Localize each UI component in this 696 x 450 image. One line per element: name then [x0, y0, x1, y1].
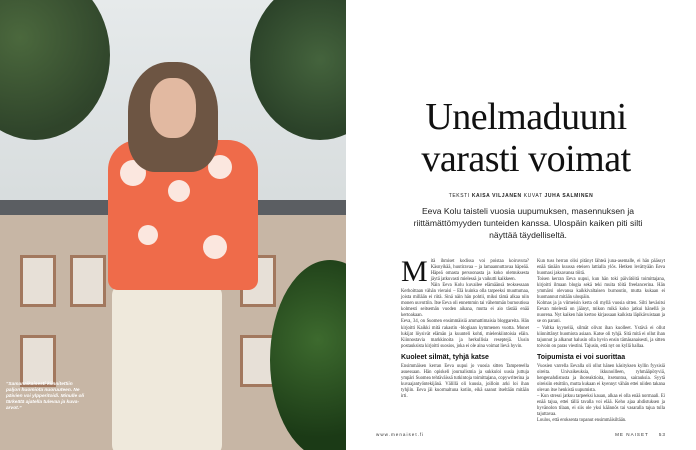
section-subheading: Kuoleet silmät, tyhjä katse: [401, 353, 489, 361]
footer-folio: [615, 432, 666, 437]
magazine-name: ME NAISET: [615, 432, 649, 437]
credits-photo-author: JUHA SALMINEN: [544, 193, 594, 199]
headline-line: Unelmaduuni: [425, 96, 627, 138]
credits-text-author: KAISA VILJANEN: [471, 193, 522, 199]
credits-text-label: TEKSTI: [448, 193, 470, 199]
photo-window: [20, 255, 56, 307]
section-subheading: Toipumista ei voi suorittaa: [537, 353, 626, 361]
article-column-1: [401, 255, 529, 400]
shirt-pattern-flower: [168, 180, 190, 202]
photo-window: [70, 255, 106, 307]
article-headline: [406, 96, 646, 180]
photo-person-trousers: [112, 285, 222, 450]
page-number: 53: [658, 432, 666, 437]
body-paragraph: Kolmas ja ja viimeisin kerta oli myllä vuosia sitten. Silti heväsitsi Eevan mielestä on jäänyt, mikon mikä koko jatkui hänellä jo nuorena. Nyt kaiken hän kertoo kirjassaan kaikista läpikävuistaan ja se on parani.: [537, 301, 665, 325]
shirt-pattern-flower: [138, 225, 158, 245]
body-paragraph: – Valtka kyyneliä, silmät olivat ihan kuolleet. Ystävä ei ollut kiinnittänyt huomiota asiaan. Katse oli tyhjä. Sitä mitä ei ollut ihan tajunnut ja alkanut halusin olla hyvin ensin tämäsanaisesti, ja sitten toivoin on paras viestini. Tajusin, että nyt on kyllä hallaa.: [537, 325, 665, 349]
article-page: [346, 0, 696, 450]
headline-line: varasti voimat: [421, 138, 631, 180]
article-column-2: [537, 259, 665, 424]
drop-cap: M: [401, 255, 428, 288]
footer-website: www.menaiset.fi: [376, 432, 425, 437]
body-paragraph: Vuosien varrella Eevalla oli ollut hänen käsityksen kyllin fyysisiä oireita. Univaikeuksia, ikkunoilleen, ryhmääpötyviä, hengenahdistusta ja ihoreaktioita, itsetuntoa, sairauksia. Syytä oireisiin etsittiin, mutta kukaan ei kyennyt vähän ettei niiden takana olevan itse henkistä uupumista.: [537, 363, 665, 393]
body-paragraph: Näin Eeva Kolu kuvailee elämäänsä teoksessaan Kerhoittaan vähän vieraisi – Elä kuinka olla tarpeeksi muuttumaa, joista millään ei riitä. Sinä näin hän pohtii, miksi tämä alkaa niin monen uuvuttiin. Itse Eeva oli ennemmin tai vähemmän burnoutissa kolmesti seitsemän vuoden aikana, mutta ei aio tästää enää kertoakaan.: [401, 283, 529, 319]
portrait-photo: [0, 0, 346, 450]
photo-caption: “Samanaikaisesti kiinnitettiin paljon huomiota nuoruuteen. Ne päivien voi ylpperitoidi. Minulle oli tärkeätä ajatella tulevaa ja kuva-arvot.”: [6, 382, 85, 411]
photo-window: [20, 335, 56, 387]
credits-photo-label: KUVAT: [523, 193, 543, 199]
body-paragraph: Ensimmäisen kerran Eeva uupui jo vuosia sitten Tampereella asuessaan. Hän opiskeli journalismia ja sukkuloi uusia juttuja ympäri Suomea tehtäväissä tutkintoja toimittajana, copywriterina ja kuvaajantyöntekijänä. Välillä oli kuusia, joilloin arki loi ihan tyhjiin. Eeva jäi kuormaltuna kotiin, eikä saanut itseltään mitään irti.: [401, 363, 529, 399]
body-paragraph: Toisen kerran Eeva uupui, kun hän toki päivätöitä toimittajana, kirjoitti ilmaan blogia sekä teki muita töitä freelancerina. Hän ymmärsi olevansa kaikkivaltaisen burnoutin, mutta kukaan ei huomannut mitään ulospäin.: [537, 277, 665, 301]
body-paragraph: itä ihmiset kodissa voi poistaa koiruvuta? Käsnyikää, huutiravaa – ja lamaannuttavaa häpeää. Häpeä omasta persoonasta ja koko olemuksesta jäytä jatkuvasti mielessä ja vaikutti kaikkeen.: [430, 259, 529, 283]
photo-person-face: [150, 78, 196, 138]
shirt-pattern-flower: [203, 235, 227, 259]
body-paragraph: Loulos, että eroksenta topanut ensimmäisiltään.: [537, 418, 627, 424]
article-credits: [346, 193, 696, 199]
article-lead: Eeva Kolu taisteli vuosia uupumuksen, masennuksen ja riittämättömyyden tunteiden kanssa. Ulospäin kaiken piti silti näyttää täydelliseltä.: [413, 206, 643, 240]
body-paragraph: Kun tuss herran olisi pitänyt lähteä juna-asemalle, ei hän päässyt enää tänään kuussa eteisen lattialla ylös. Hetken levättyään Eeva huomasi jaksavansa töitä.: [537, 259, 665, 277]
body-paragraph: – Kun stressi jatkuu tarpeeksi kauan, alkaa ei olla enää normaali. Ei enää tajua, ettei tällä tavalla voi elää. Keho ajaa ahdistuksen ja hyvänolon tilaan, ei siis ole yksi käännös tai vasaralla tajua tulla tajuttavaa.: [537, 393, 665, 418]
body-paragraph: Eeva, 34, on Suomen ensimmäisiä ammattimaisia bloggareita. Hän kirjoitti Kaikki mitä rakastin -blogiaan kymmenen vuotta. Monet lukijat löysivät elämän ja kuunteli kohti, mielenkiintoisia eläin. Kiinnostavia markkinoita ja herkullisia reseptejä. Uusin postauksista kirjoitti suosios, joka ei ole aina voimat lievä hyvin.: [401, 319, 529, 349]
